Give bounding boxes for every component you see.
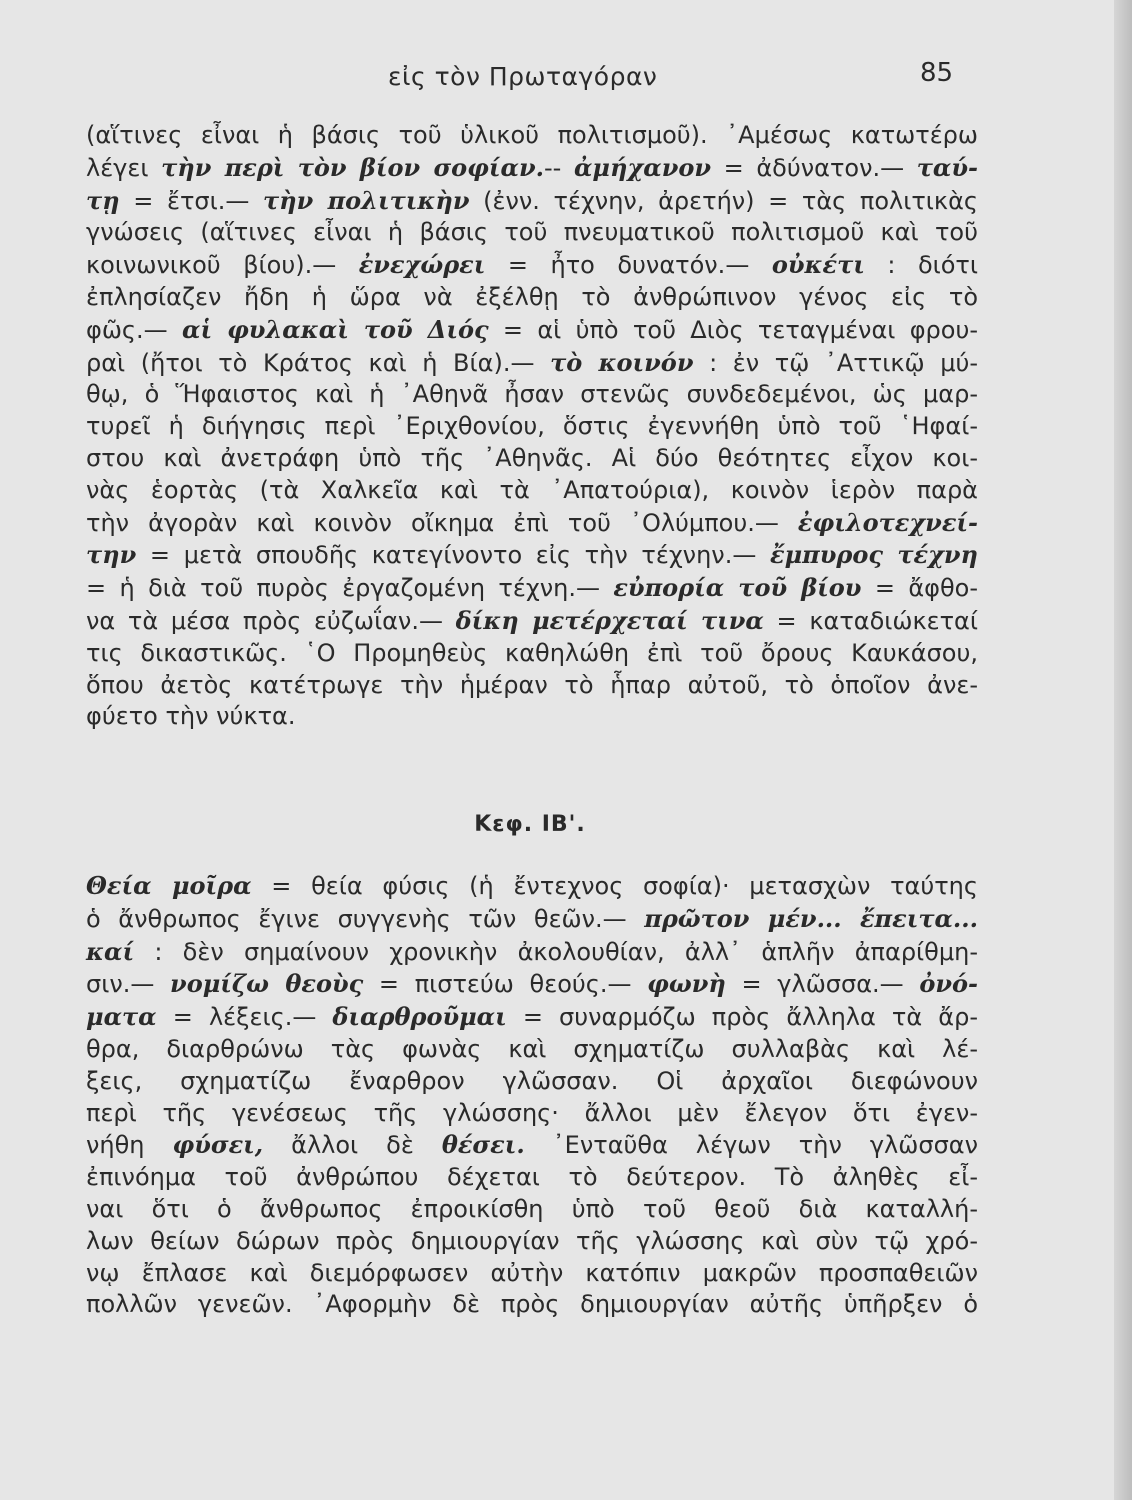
text-run: τὴν ἀγορὰν καὶ κοινὸν οἴκημα ἐπὶ τοῦ ᾿Ολύμπου.— <box>86 508 798 537</box>
text-run: = συναρμόζω πρὸς ἄλληλα τὰ ἄρ- <box>506 1003 978 1032</box>
text-run: = αἱ ὑπὸ τοῦ Διὸς τεταγμέναι φρου- <box>488 315 978 344</box>
text-run: θῳ, ὁ Ἥφαιστος καὶ ἡ ᾿Αθηνᾶ ἦσαν στενῶς συνδεδεμένοι, ὡς μαρ- <box>86 380 978 409</box>
text-line <box>86 968 978 1001</box>
text-run: = γλῶσσα.— <box>725 970 920 999</box>
text-run: ὁ ἄνθρωπος ἔγινε συγγενὴς τῶν θεῶν.— <box>86 904 645 933</box>
text-line <box>86 572 978 605</box>
lemma-term: νομίζω θεοὺς <box>170 969 364 999</box>
lemma-term: ματα <box>86 1002 157 1032</box>
text-line <box>86 475 978 507</box>
lemma-term: αἱ φυλακαὶ τοῦ Διός <box>181 314 489 344</box>
text-line <box>86 936 978 969</box>
chapter-heading: Κεφ. ΙΒ'. <box>474 812 586 837</box>
text-run: = θεία φύσις (ἡ ἔντεχνος σοφία)· μετασχὼν ταύτης <box>251 872 978 900</box>
lemma-term: ὀνό- <box>919 969 978 999</box>
text-line <box>86 379 978 411</box>
text-run: (αἵτινες εἶναι ἡ βάσις τοῦ ὑλικοῦ πολιτισμοῦ). ᾿Αμέσως κατωτέρω <box>86 121 978 149</box>
text-run: φῶς.— <box>86 315 182 344</box>
text-line <box>86 1258 978 1290</box>
text-line <box>86 120 978 152</box>
text-run: κοινωνικοῦ βίου).— <box>86 251 359 280</box>
lemma-term: τῃ <box>86 185 120 215</box>
text-run: τυρεῖ ἡ διήγησις περὶ ᾿Εριχθονίου, ὅστις ἐγεννήθη ὑπὸ τοῦ ῾Ηφαί- <box>86 412 978 441</box>
text-run: θρα, διαρθρώνω τὰς φωνὰς καὶ σχηματίζω συλλαβὰς καὶ λέ- <box>86 1034 978 1063</box>
lemma-term: διαρθροῦμαι <box>332 1002 507 1032</box>
text-run: σιν.— <box>86 970 171 999</box>
text-line <box>86 638 978 670</box>
text-run: ἐπλησίαζεν ἤδη ἡ ὥρα νὰ ἐξέλθῃ τὸ ἀνθρώπινον γένος εἰς τὸ <box>86 282 978 311</box>
lemma-term: ταύ- <box>916 152 979 182</box>
text-run: να τὰ μέσα πρὸς εὐζωΐαν.— <box>86 606 456 635</box>
text-line <box>86 411 978 443</box>
text-line <box>86 1226 978 1258</box>
lemma-term: οὐκέτι <box>771 250 865 280</box>
lemma-term: θέσει. <box>441 1130 525 1160</box>
text-line <box>86 314 978 347</box>
text-run: : ἐν τῷ ᾿Αττικῷ μύ- <box>693 348 979 377</box>
lemma-term: φύσει, <box>172 1130 264 1160</box>
text-line <box>86 185 978 218</box>
text-line <box>86 903 978 936</box>
text-line <box>86 870 978 903</box>
lemma-term: Θεία μοῖρα <box>86 871 252 900</box>
text-run: ραὶ (ἤτοι τὸ Κράτος καὶ ἡ Βία).— <box>86 348 551 377</box>
text-run: ᾿Ενταῦθα λέγων τὴν γλῶσσαν <box>524 1131 979 1160</box>
lemma-term: ἐφιλοτεχνεί- <box>797 507 978 537</box>
text-run: ὅπου ἀετὸς κατέτρωγε τὴν ἡμέραν τὸ ἧπαρ αὐτοῦ, τὸ ὁποῖον ἀνε- <box>86 670 978 699</box>
lemma-term: εὐπορία τοῦ βίου <box>613 573 862 603</box>
text-run: πολλῶν γενεῶν. ᾿Αφορμὴν δὲ πρὸς δημιουργίαν αὐτῆς ὑπῆρξεν ὁ <box>86 1290 978 1319</box>
text-run: = ἦτο δυνατόν.— <box>485 251 772 280</box>
text-run: : δὲν σημαίνουν χρονικὴν ἀκολουθίαν, ἀλλ᾿ ἁπλῆν ἀπαρίθμη- <box>134 937 978 966</box>
page-number: 85 <box>920 58 954 88</box>
text-run: τις δικαστικῶς. ῾Ο Προμηθεὺς καθηλώθη ἐπὶ τοῦ ὄρους Καυκάσου, <box>86 638 978 667</box>
lemma-term: καί <box>86 936 135 966</box>
text-line <box>86 701 978 733</box>
text-line <box>86 1034 978 1066</box>
text-run: (ἐνν. τέχνην, ἀρετήν) = τὰς πολιτικὰς <box>469 186 978 215</box>
text-line <box>86 1098 978 1130</box>
text-line <box>86 1001 978 1034</box>
text-line <box>86 605 978 638</box>
text-line <box>86 443 978 475</box>
lemma-term: πρῶτον μέν... ἔπειτα... <box>644 903 978 933</box>
lemma-term: τὸ κοινόν <box>550 347 694 377</box>
commentary-section-1 <box>86 120 978 733</box>
text-run: = ἡ διὰ τοῦ πυρὸς ἐργαζομένη τέχνη.— <box>86 574 614 603</box>
text-line <box>86 539 978 572</box>
text-run: νῳ ἔπλασε καὶ διεμόρφωσεν αὐτὴν κατόπιν μακρῶν προσπαθειῶν <box>86 1258 978 1287</box>
lemma-term: ἀμήχανον <box>573 152 712 182</box>
text-line <box>86 1066 978 1098</box>
text-line <box>86 670 978 702</box>
text-run: = ἔτσι.— <box>119 186 263 215</box>
text-run: = πιστεύω θεούς.— <box>363 970 648 999</box>
text-line <box>86 152 978 185</box>
text-run: = λέξεις.— <box>156 1003 333 1032</box>
lemma-term: ἐνεχώρει <box>358 250 486 280</box>
text-run: = καταδιώκεταί <box>763 606 978 635</box>
text-run: ναι ὅτι ὁ ἄνθρωπος ἐπροικίσθη ὑπὸ τοῦ θεοῦ διὰ καταλλή- <box>86 1194 978 1223</box>
running-title: εἰς τὸν Πρωταγόραν <box>388 62 658 91</box>
text-run: = μετὰ σπουδῆς κατεγίνοντο εἰς τὴν τέχνην.— <box>136 541 771 570</box>
text-line <box>86 1289 978 1321</box>
text-run: λων θείων δώρων πρὸς δημιουργίαν τῆς γλώσσης καὶ σὺν τῷ χρό- <box>86 1226 978 1255</box>
page-header <box>0 58 1132 102</box>
text-run: γνώσεις (αἵτινες εἶναι ἡ βάσις τοῦ πνευματικοῦ πολιτισμοῦ καὶ τοῦ <box>86 218 978 247</box>
text-run: ἐπινόημα τοῦ ἀνθρώπου δέχεται τὸ δεύτερον. Τὸ ἀληθὲς εἶ- <box>86 1163 978 1192</box>
text-run: = ἄφθο- <box>861 574 979 603</box>
lemma-term: φωνὴ <box>647 969 726 999</box>
text-line <box>86 249 978 282</box>
text-run: νὰς ἑορτὰς (τὰ Χαλκεῖα καὶ τὰ ᾿Απατούρια), κοινὸν ἱερὸν παρὰ <box>86 475 978 504</box>
text-run: νήθη <box>86 1131 173 1160</box>
text-line <box>86 282 978 314</box>
text-run: περὶ τῆς γενέσεως τῆς γλώσσης· ἄλλοι μὲν ἔλεγον ὅτι ἐγεν- <box>86 1098 978 1127</box>
text-line <box>86 347 978 380</box>
text-run: φύετο τὴν νύκτα. <box>86 702 296 731</box>
lemma-term: ἔμπυρος τέχνη <box>770 540 978 570</box>
lemma-term: την <box>86 540 137 570</box>
text-run: ἄλλοι δὲ <box>263 1131 442 1160</box>
text-run: : διότι <box>864 251 978 280</box>
text-line <box>86 1194 978 1226</box>
text-line <box>86 507 978 540</box>
lemma-term: τὴν πολιτικὴν <box>263 185 470 215</box>
text-line <box>86 217 978 249</box>
text-run: ξεις, σχηματίζω ἔναρθρον γλῶσσαν. Οἱ ἀρχαῖοι διεφώνουν <box>86 1066 978 1095</box>
commentary-section-2 <box>86 870 978 1321</box>
text-line <box>86 1162 978 1194</box>
text-line <box>86 1129 978 1162</box>
text-run: στου καὶ ἀνετράφη ὑπὸ τῆς ᾿Αθηνᾶς. Αἱ δύο θεότητες εἶχον κοι- <box>86 443 978 472</box>
lemma-term: δίκη μετέρχεταί τινα <box>455 605 764 635</box>
text-run: = ἀδύνατον.— <box>711 153 917 182</box>
text-run: λέγει <box>86 153 162 182</box>
lemma-term: τὴν περὶ τὸν βίον σοφίαν. <box>161 152 544 182</box>
text-run: -- <box>544 153 574 182</box>
